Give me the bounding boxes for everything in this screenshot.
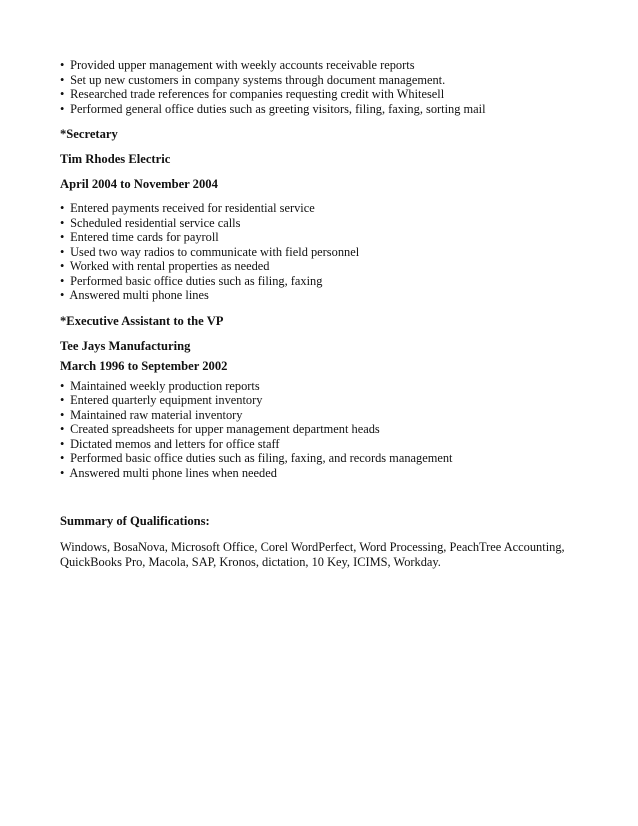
list-item [60,422,580,437]
list-item [60,274,580,289]
list-item-text: Worked with rental properties as needed [69,259,270,273]
list-item [60,393,580,408]
bullet-icon: • [60,422,65,436]
list-item-text: Scheduled residential service calls [70,215,241,230]
list-item [60,73,580,88]
bullet-icon: • [60,436,65,451]
job-title-secretary: *Secretary [60,127,118,141]
list-item [60,201,580,216]
list-item [60,58,580,73]
list-item-text: Answered multi phone lines when needed [69,465,277,480]
bullet-icon: • [60,273,65,288]
summary-text: Windows, BosaNova, Microsoft Office, Corel WordPerfect, Word Processing, PeachTree Accounting, QuickBooks Pro, Macola, SAP, Kronos, dictation, 10 Key, ICIMS, Workday. [60,540,565,569]
company-name-tee-jays: Tee Jays Manufacturing [60,338,191,353]
list-item [60,451,580,466]
bullet-icon: • [60,378,65,393]
duty-list-previous-job [60,58,580,116]
list-item [60,437,580,452]
bullet-icon: • [60,201,65,215]
bullet-icon: • [60,244,65,259]
bullet-icon: • [60,87,65,101]
company-name-tim-rhodes: Tim Rhodes Electric [60,152,171,166]
bullet-icon: • [60,451,65,465]
list-item-text: Maintained raw material inventory [70,407,243,422]
list-item [60,408,580,423]
bullet-icon: • [60,215,65,230]
bullet-icon: • [60,101,65,116]
list-item [60,379,580,394]
bullet-icon: • [60,407,65,422]
list-item-text: Answered multi phone lines [69,288,209,302]
duty-list-executive-assistant [60,379,580,481]
employment-dates-secretary: April 2004 to November 2004 [60,177,218,191]
duty-list-secretary [60,201,580,303]
list-item [60,466,580,481]
summary-heading: Summary of Qualifications: [60,514,210,528]
list-item-text: Set up new customers in company systems through document management. [70,72,446,87]
bullet-icon: • [60,465,65,480]
job-title-executive-assistant: *Executive Assistant to the VP [60,313,224,328]
list-item-text: Provided upper management with weekly accounts receivable reports [70,58,415,72]
list-item-text: Created spreadsheets for upper management department heads [70,422,380,436]
list-item-text: Used two way radios to communicate with field personnel [70,244,360,259]
list-item [60,245,580,260]
list-item-text: Entered time cards for payroll [70,230,219,244]
resume-page [60,58,580,569]
list-item-text: Entered quarterly equipment inventory [70,393,263,407]
list-item [60,87,580,102]
list-item [60,216,580,231]
bullet-icon: • [60,230,65,244]
list-item-text: Dictated memos and letters for office staff [70,436,280,451]
list-item-text: Maintained weekly production reports [70,378,260,393]
bullet-icon: • [60,393,65,407]
list-item-text: Researched trade references for companies requesting credit with Whitesell [70,87,445,101]
employment-dates-executive-assistant: March 1996 to September 2002 [60,358,228,373]
list-item [60,230,580,245]
list-item-text: Entered payments received for residential service [70,201,315,215]
list-item [60,102,580,117]
list-item-text: Performed basic office duties such as filing, faxing, and records management [70,451,453,465]
bullet-icon: • [60,288,65,302]
bullet-icon: • [60,72,65,87]
list-item-text: Performed general office duties such as greeting visitors, filing, faxing, sorting mail [70,101,486,116]
bullet-icon: • [60,58,65,72]
bullet-icon: • [60,259,65,273]
list-item-text: Performed basic office duties such as filing, faxing [70,273,323,288]
list-item [60,259,580,274]
list-item [60,288,580,303]
